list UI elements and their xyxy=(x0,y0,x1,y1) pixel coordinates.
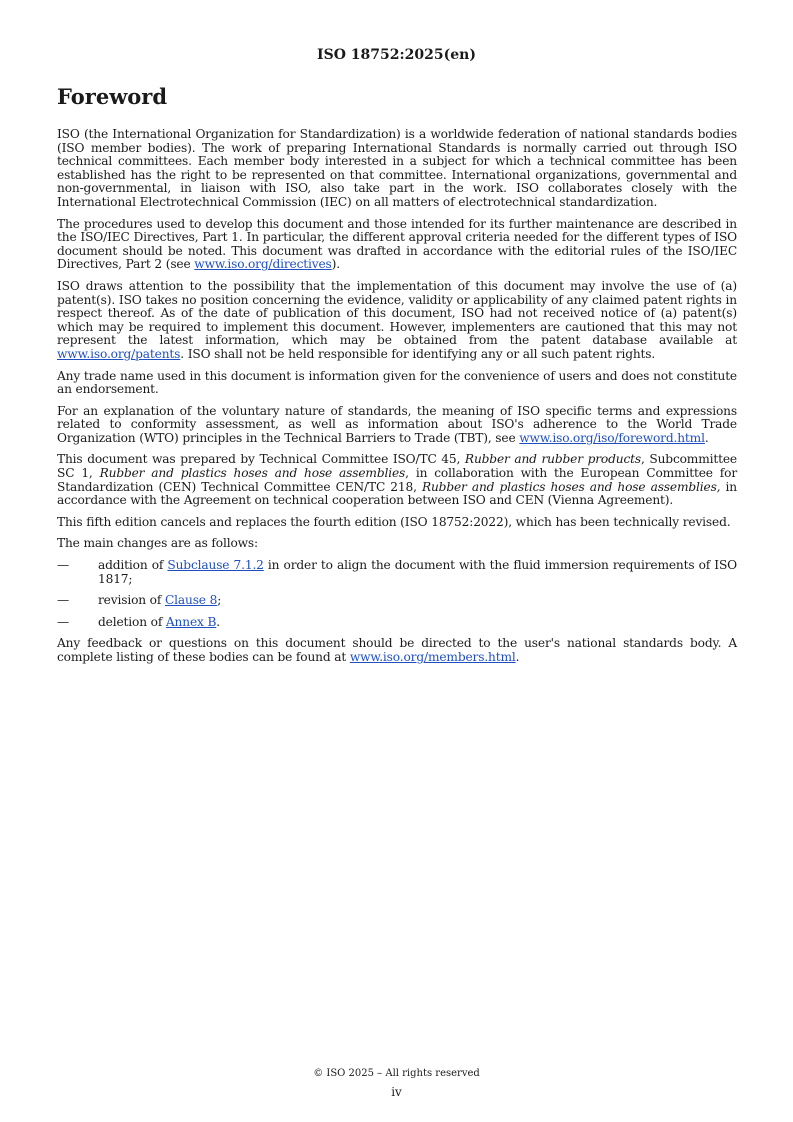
link-patents[interactable]: www.iso.org/patents xyxy=(57,346,181,361)
changes-list xyxy=(57,559,737,629)
list-item: — deletion of Annex B. xyxy=(57,614,221,629)
link-members[interactable]: www.iso.org/members.html xyxy=(349,650,516,664)
list-item: — revision of Clause 8; xyxy=(57,593,222,608)
page-number: iv xyxy=(391,1085,402,1099)
paragraph-patents: ISO draws attention to the possibility that the implementation of this document may involve the use of (a) patent(s). ISO takes no position concerning the evidence, validity or applicability of any claimed patent rights in respect thereof. As of the date of publication of this document, ISO had not received notice of (a) patent(s) which may be required to implement this document. However, implementers are cautioned that this may not represent the latest information, which may be obtained from the patent database available at www.iso.org/patents. ISO shall not be held responsible for identifying any or all such patent rights. xyxy=(57,278,737,361)
paragraph-procedures: The procedures used to develop this document and those intended for its further maintenance are described in the ISO/IEC Directives, Part 1. In particular, the different approval criteria needed for the different types of ISO document should be noted. This document was drafted in accordance with the editorial rules of the ISO/IEC Directives, Part 2 (see www.iso.org/directives). xyxy=(57,216,737,272)
document-id: ISO 18752:2025(en) xyxy=(317,47,476,63)
copyright-notice: © ISO 2025 – All rights reserved xyxy=(313,1068,480,1079)
paragraph-edition: This fifth edition cancels and replaces the fourth edition (ISO 18752:2022), which has been technically revised. xyxy=(57,514,731,529)
paragraph-iso-intro: ISO (the International Organization for Standardization) is a worldwide federation of national standards bodies (ISO member bodies). The work of preparing International Standards is normally carried out through ISO technical committees. Each member body interested in a subject for which a technical committee has been established has the right to be represented on that committee. International organizations, governmental and non-governmental, in liaison with ISO, also take part in the work. ISO collaborates closely with the International Electrotechnical Commission (IEC) on all matters of electrotechnical standardization. xyxy=(57,127,737,209)
link-subclause-7-1-2[interactable]: Subclause 7.1.2 xyxy=(167,558,264,573)
link-directives[interactable]: www.iso.org/directives xyxy=(194,257,332,272)
link-foreword[interactable]: www.iso.org/iso/foreword.html xyxy=(519,430,705,445)
paragraph-voluntary-nature: For an explanation of the voluntary nature of standards, the meaning of ISO specific terms and expressions related to conformity assessment, as well as information about ISO's adherence to the World Trade Organization (WTO) principles in the Technical Barriers to Trade (TBT), see www.iso.org/iso/foreword.html. xyxy=(57,403,737,445)
page-title: Foreword xyxy=(57,84,168,109)
foreword-body xyxy=(57,128,737,673)
link-annex-b[interactable]: Annex B xyxy=(165,614,217,629)
paragraph-trade-name: Any trade name used in this document is information given for the convenience of users and does not constitute an endorsement. xyxy=(57,368,737,397)
paragraph-prepared-by: This document was prepared by Technical Committee ISO/TC 45, Rubber and rubber products, Subcommittee SC 1, Rubber and plastics hoses and hose assemblies, in collaboration with the European Committee for Standardization (CEN) Technical Committee CEN/TC 218, Rubber and plastics hoses and hose assemblies, in accordance with the Agreement on technical cooperation between ISO and CEN (Vienna Agreement). xyxy=(57,452,737,508)
link-clause-8[interactable]: Clause 8 xyxy=(164,593,218,608)
paragraph-feedback: Any feedback or questions on this document should be directed to the user's national standards body. A complete listing of these bodies can be found at www.iso.org/members.html. xyxy=(57,636,737,664)
paragraph-main-changes: The main changes are as follows: xyxy=(57,536,258,551)
list-item: — addition of Subclause 7.1.2 in order to align the document with the fluid immersion requirements of ISO 1817; xyxy=(57,558,738,586)
